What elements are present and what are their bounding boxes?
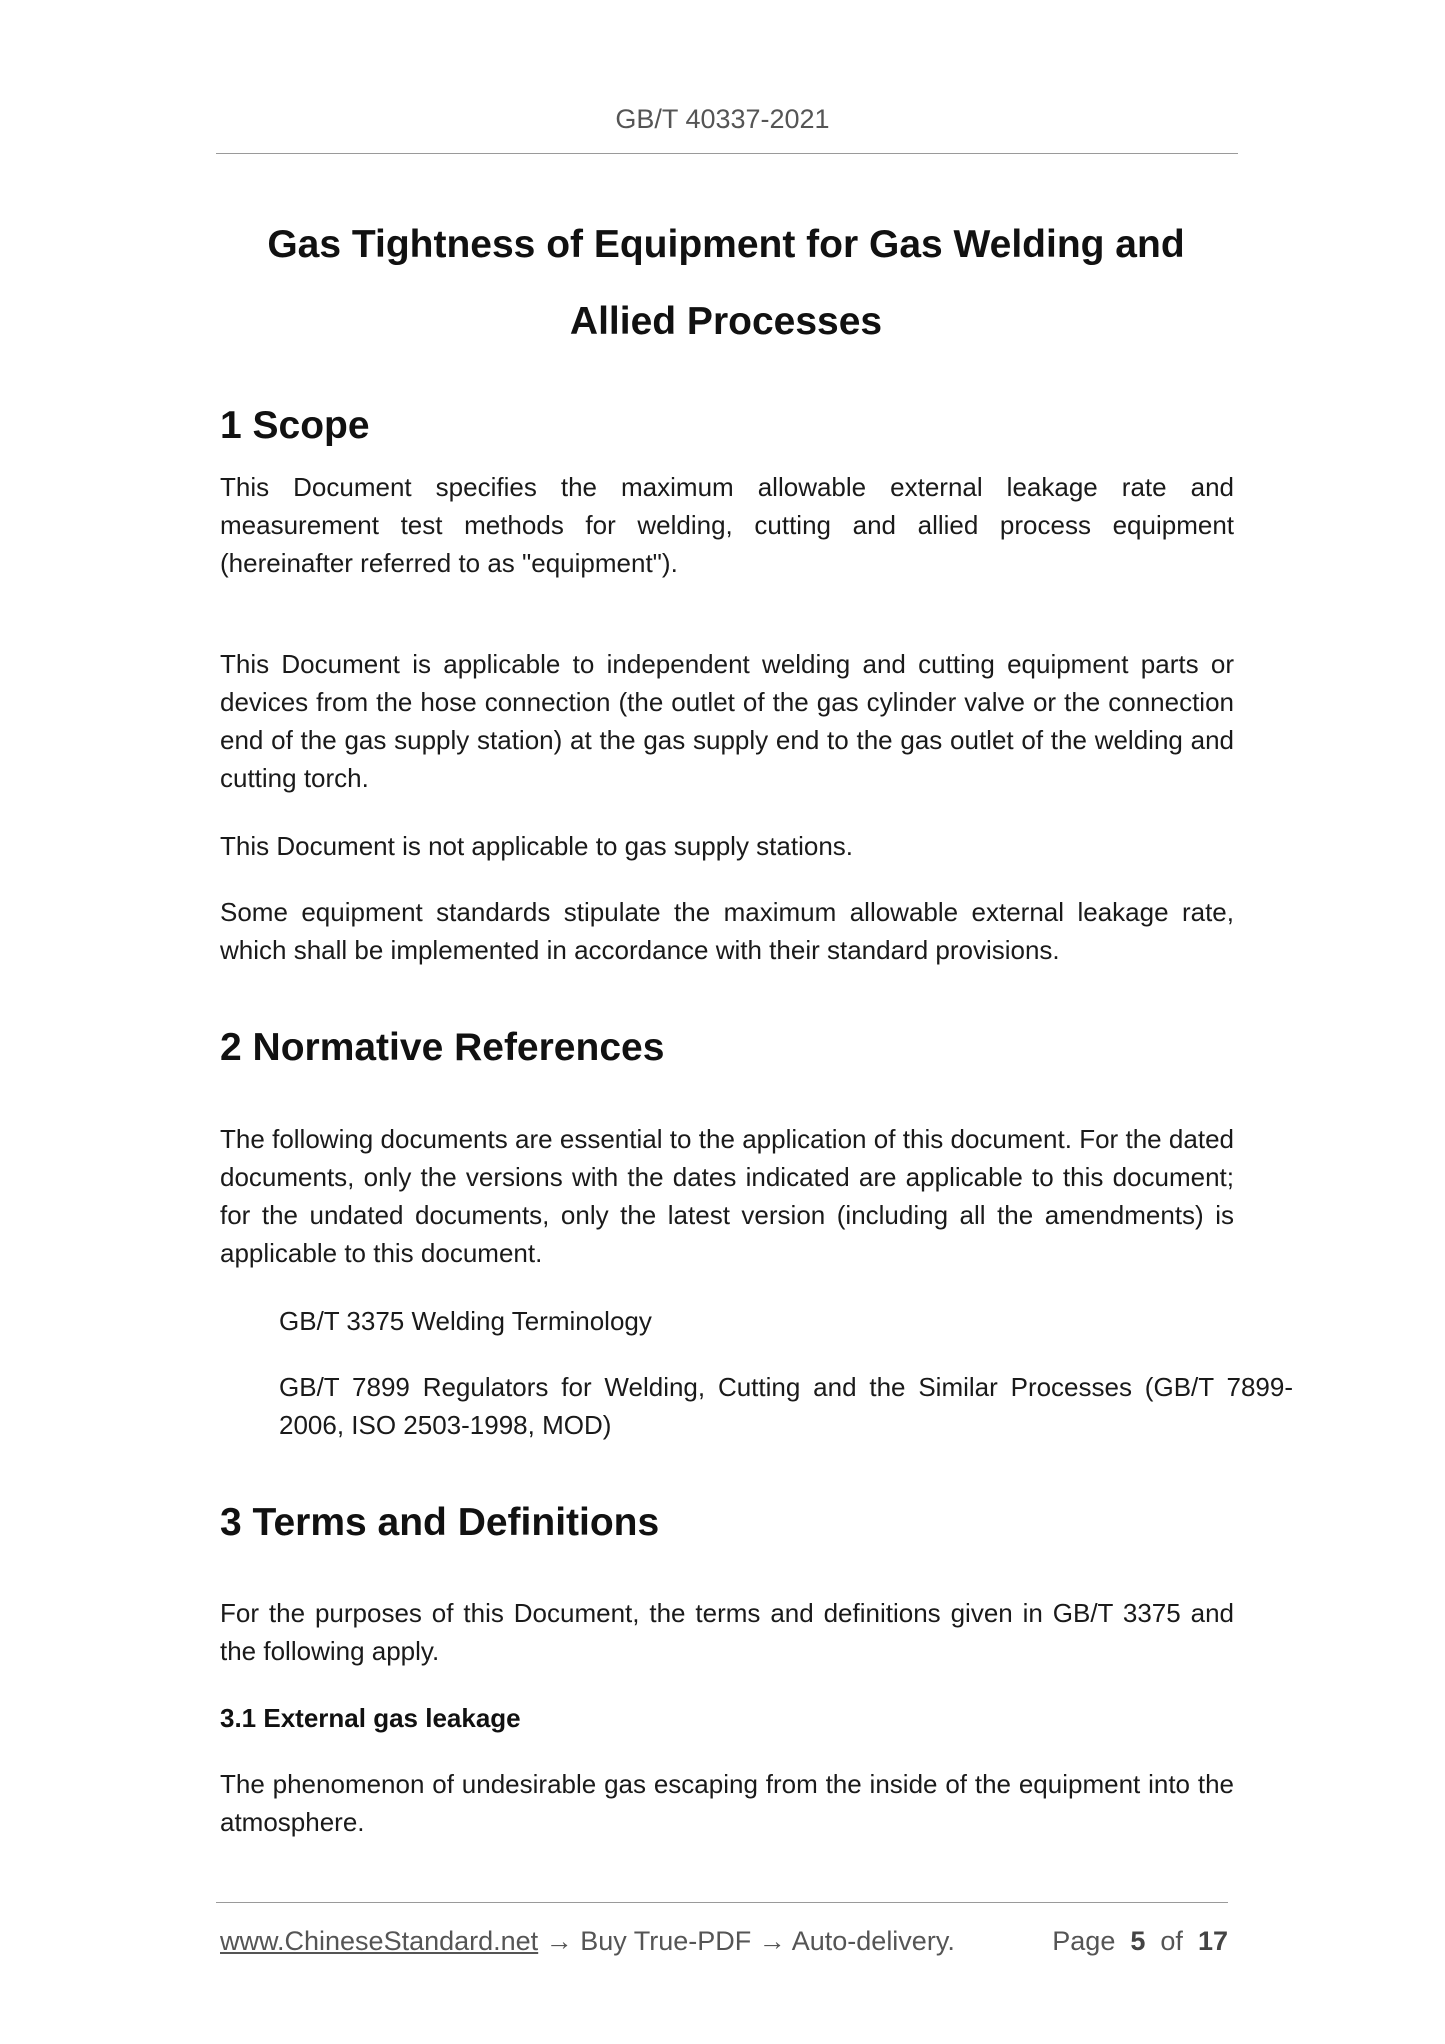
term-heading-external-gas-leakage: 3.1 External gas leakage [220,1703,521,1733]
reference-item: GB/T 7899 Regulators for Welding, Cutting and the Similar Processes (GB/T 7899-2006, ISO 2503-1998, MOD) [279,1372,1293,1440]
term-definition-paragraph: The phenomenon of undesirable gas escaping from the inside of the equipment into the atmosphere. [220,1769,1234,1837]
website-link[interactable]: www.ChineseStandard.net [220,1926,539,1956]
document-title-line-2: Allied Processes [569,300,883,343]
total-page-number: 17 [1197,1926,1228,1956]
scope-paragraph-4: Some equipment standards stipulate the maximum allowable external leakage rate, which shall be implemented in accordance with their standard provisions. [220,897,1234,965]
document-title-line-1: Gas Tightness of Equipment for Gas Welding and [267,223,1185,266]
section-heading-terms-definitions: 3 Terms and Definitions [220,1501,660,1544]
current-page-number: 5 [1130,1926,1146,1956]
page-number-indicator [1052,1922,1228,1960]
normative-intro-paragraph: The following documents are essential to the application of this document. For the dated documents, only the versions with the dates indicated are applicable to this document; for the undated documents, only the latest version (including all the amendments) is applicable to this document. [220,1124,1234,1268]
section-heading-normative-references: 2 Normative References [220,1026,665,1069]
page-of-label: of [1160,1926,1183,1956]
terms-intro-paragraph: For the purposes of this Document, the terms and definitions given in GB/T 3375 and the following apply. [220,1598,1234,1666]
document-title [216,206,1236,360]
reference-item: GB/T 3375 Welding Terminology [279,1306,652,1336]
scope-paragraph-3: This Document is not applicable to gas supply stations. [220,831,854,861]
footer-tagline: → Buy True-PDF → Auto-delivery. [538,1926,955,1956]
section-heading-scope: 1 Scope [220,404,370,447]
footer-divider [216,1902,1228,1903]
header-standard-code: GB/T 40337-2021 [615,104,830,134]
page-label: Page [1052,1926,1116,1956]
scope-paragraph-2: This Document is applicable to independent welding and cutting equipment parts or devices from the hose connection (the outlet of the gas cylinder valve or the connection end of the gas supply station) at the gas supply end to the gas outlet of the welding and cutting torch. [220,649,1234,793]
header-divider [216,153,1238,154]
scope-paragraph-1: This Document specifies the maximum allowable external leakage rate and measurement test methods for welding, cutting and allied process equipment (hereinafter referred to as "equipment"). [220,472,1234,578]
page-footer [220,1922,1228,1960]
